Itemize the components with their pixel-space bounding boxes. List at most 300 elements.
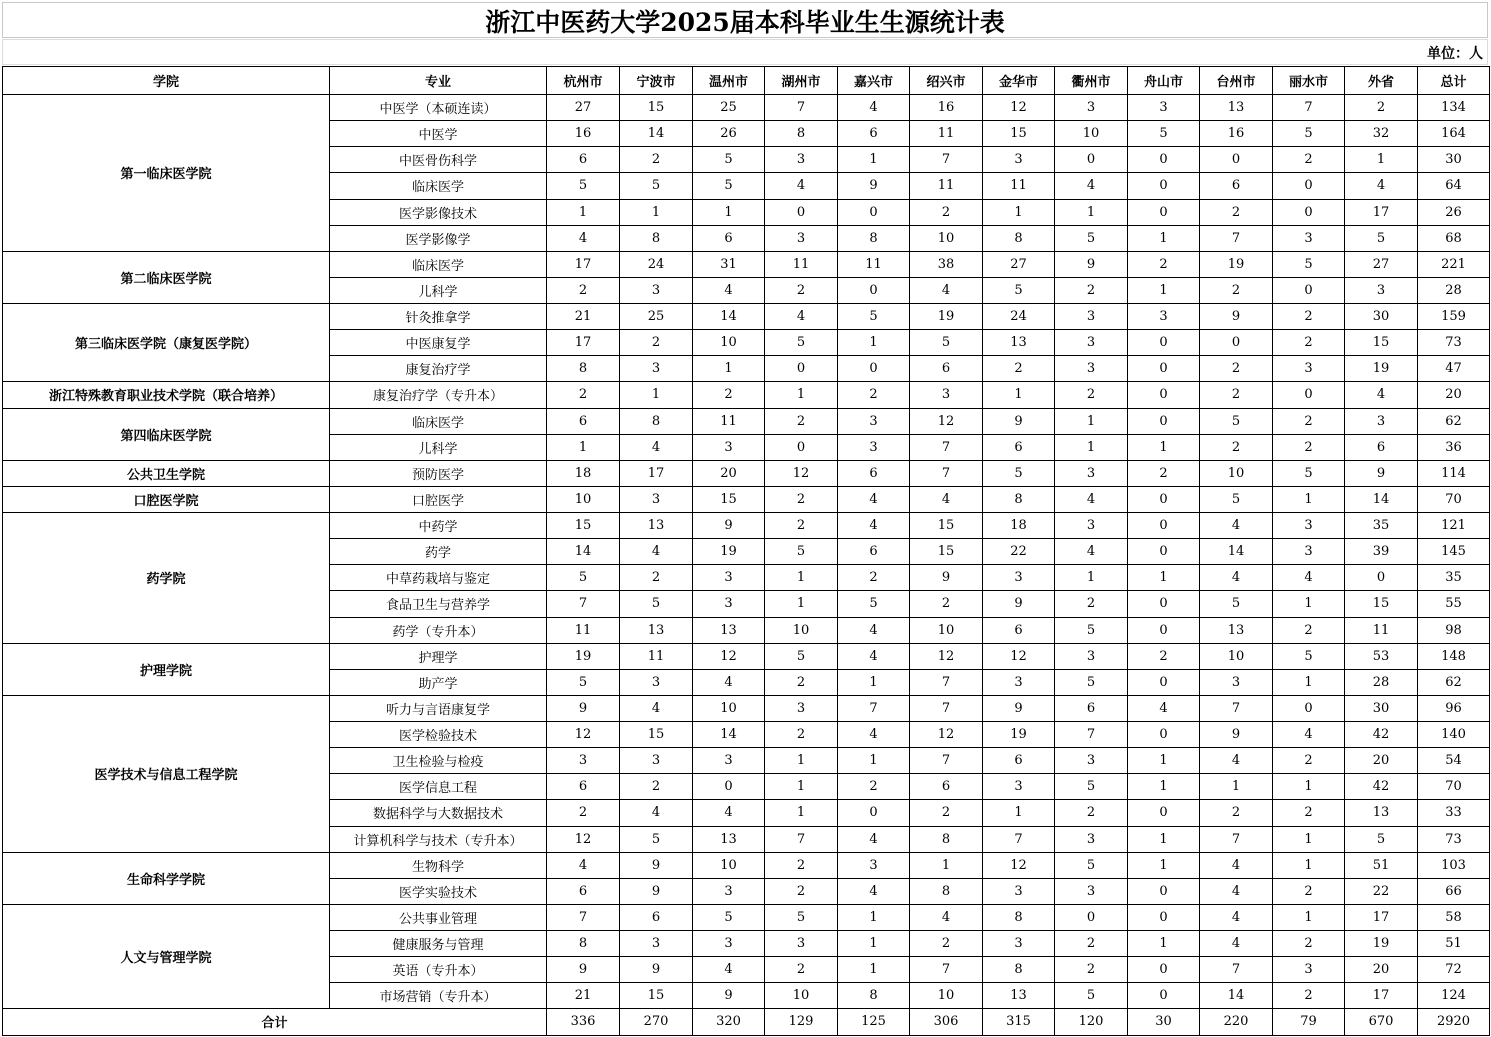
value-cell: 2 — [620, 147, 693, 173]
value-cell: 4 — [1055, 173, 1128, 199]
college-cell: 口腔医学院 — [3, 486, 330, 512]
value-cell: 7 — [910, 669, 983, 695]
value-cell: 4 — [765, 304, 838, 330]
value-cell: 15 — [620, 95, 693, 121]
value-cell: 19 — [983, 722, 1055, 748]
value-cell: 70 — [1418, 486, 1490, 512]
value-cell: 51 — [1345, 852, 1418, 878]
value-cell: 10 — [765, 617, 838, 643]
major-cell: 临床医学 — [330, 408, 547, 434]
total-value-cell: 320 — [693, 1009, 765, 1035]
value-cell: 5 — [1055, 774, 1128, 800]
value-cell: 134 — [1418, 95, 1490, 121]
value-cell: 70 — [1418, 774, 1490, 800]
value-cell: 4 — [1200, 565, 1273, 591]
value-cell: 4 — [547, 225, 620, 251]
value-cell: 7 — [910, 957, 983, 983]
value-cell: 1 — [1128, 826, 1200, 852]
major-cell: 临床医学 — [330, 251, 547, 277]
value-cell: 24 — [620, 251, 693, 277]
column-header: 总计 — [1418, 67, 1490, 95]
value-cell: 7 — [838, 695, 910, 721]
column-header: 台州市 — [1200, 67, 1273, 95]
value-cell: 0 — [838, 277, 910, 303]
value-cell: 38 — [910, 251, 983, 277]
value-cell: 8 — [983, 904, 1055, 930]
value-cell: 9 — [983, 695, 1055, 721]
value-cell: 4 — [838, 513, 910, 539]
value-cell: 12 — [983, 852, 1055, 878]
value-cell: 6 — [620, 904, 693, 930]
value-cell: 2 — [765, 408, 838, 434]
value-cell: 73 — [1418, 826, 1490, 852]
value-cell: 20 — [1345, 748, 1418, 774]
major-cell: 药学（专升本） — [330, 617, 547, 643]
value-cell: 5 — [693, 904, 765, 930]
value-cell: 0 — [1128, 617, 1200, 643]
value-cell: 4 — [693, 957, 765, 983]
value-cell: 25 — [693, 95, 765, 121]
value-cell: 1 — [765, 800, 838, 826]
value-cell: 39 — [1345, 539, 1418, 565]
value-cell: 4 — [1273, 722, 1345, 748]
value-cell: 9 — [547, 957, 620, 983]
value-cell: 9 — [693, 983, 765, 1009]
value-cell: 3 — [620, 669, 693, 695]
major-cell: 针灸推拿学 — [330, 304, 547, 330]
value-cell: 12 — [910, 643, 983, 669]
value-cell: 0 — [1128, 904, 1200, 930]
value-cell: 2 — [1055, 931, 1128, 957]
value-cell: 2 — [620, 330, 693, 356]
value-cell: 8 — [765, 121, 838, 147]
value-cell: 1 — [1273, 904, 1345, 930]
value-cell: 5 — [547, 669, 620, 695]
value-cell: 3 — [547, 748, 620, 774]
value-cell: 15 — [910, 513, 983, 539]
value-cell: 7 — [547, 591, 620, 617]
value-cell: 7 — [910, 695, 983, 721]
value-cell: 5 — [547, 173, 620, 199]
value-cell: 35 — [1418, 565, 1490, 591]
value-cell: 27 — [1345, 251, 1418, 277]
value-cell: 27 — [547, 95, 620, 121]
value-cell: 1 — [910, 852, 983, 878]
value-cell: 0 — [693, 774, 765, 800]
value-cell: 8 — [838, 983, 910, 1009]
value-cell: 3 — [838, 408, 910, 434]
value-cell: 0 — [1128, 722, 1200, 748]
value-cell: 5 — [620, 591, 693, 617]
value-cell: 6 — [1055, 695, 1128, 721]
major-cell: 医学实验技术 — [330, 878, 547, 904]
value-cell: 0 — [1273, 173, 1345, 199]
value-cell: 5 — [910, 330, 983, 356]
value-cell: 4 — [1055, 539, 1128, 565]
value-cell: 1 — [1128, 748, 1200, 774]
value-cell: 1 — [1273, 669, 1345, 695]
value-cell: 3 — [620, 486, 693, 512]
value-cell: 5 — [838, 304, 910, 330]
value-cell: 6 — [910, 774, 983, 800]
value-cell: 12 — [983, 643, 1055, 669]
value-cell: 13 — [1345, 800, 1418, 826]
value-cell: 2 — [1128, 643, 1200, 669]
value-cell: 3 — [1345, 277, 1418, 303]
value-cell: 8 — [547, 931, 620, 957]
value-cell: 8 — [838, 225, 910, 251]
major-cell: 康复治疗学 — [330, 356, 547, 382]
value-cell: 1 — [1128, 225, 1200, 251]
value-cell: 2 — [1273, 304, 1345, 330]
value-cell: 6 — [1200, 173, 1273, 199]
major-cell: 助产学 — [330, 669, 547, 695]
value-cell: 55 — [1418, 591, 1490, 617]
major-cell: 生物科学 — [330, 852, 547, 878]
college-cell: 第二临床医学院 — [3, 251, 330, 303]
value-cell: 2 — [765, 722, 838, 748]
column-header: 嘉兴市 — [838, 67, 910, 95]
value-cell: 19 — [1345, 931, 1418, 957]
value-cell: 12 — [547, 826, 620, 852]
value-cell: 2 — [1345, 95, 1418, 121]
total-value-cell: 2920 — [1418, 1009, 1490, 1035]
value-cell: 2 — [547, 382, 620, 408]
value-cell: 1 — [838, 931, 910, 957]
value-cell: 1 — [838, 147, 910, 173]
value-cell: 3 — [620, 748, 693, 774]
major-cell: 康复治疗学（专升本） — [330, 382, 547, 408]
value-cell: 1 — [1128, 774, 1200, 800]
value-cell: 12 — [910, 722, 983, 748]
value-cell: 7 — [1200, 957, 1273, 983]
value-cell: 12 — [547, 722, 620, 748]
value-cell: 121 — [1418, 513, 1490, 539]
value-cell: 4 — [838, 826, 910, 852]
value-cell: 64 — [1418, 173, 1490, 199]
value-cell: 9 — [910, 565, 983, 591]
value-cell: 0 — [1128, 591, 1200, 617]
total-value-cell: 220 — [1200, 1009, 1273, 1035]
value-cell: 140 — [1418, 722, 1490, 748]
total-value-cell: 125 — [838, 1009, 910, 1035]
value-cell: 5 — [1200, 591, 1273, 617]
value-cell: 3 — [983, 931, 1055, 957]
value-cell: 1 — [1273, 826, 1345, 852]
value-cell: 10 — [547, 486, 620, 512]
value-cell: 2 — [693, 382, 765, 408]
college-cell: 第一临床医学院 — [3, 95, 330, 252]
value-cell: 15 — [1345, 330, 1418, 356]
value-cell: 20 — [1418, 382, 1490, 408]
major-cell: 医学检验技术 — [330, 722, 547, 748]
value-cell: 6 — [838, 121, 910, 147]
value-cell: 5 — [765, 330, 838, 356]
value-cell: 8 — [983, 957, 1055, 983]
value-cell: 5 — [1273, 643, 1345, 669]
value-cell: 4 — [620, 434, 693, 460]
value-cell: 3 — [765, 225, 838, 251]
value-cell: 14 — [693, 722, 765, 748]
value-cell: 4 — [1055, 486, 1128, 512]
value-cell: 3 — [910, 382, 983, 408]
value-cell: 5 — [693, 173, 765, 199]
value-cell: 3 — [1055, 878, 1128, 904]
total-value-cell: 306 — [910, 1009, 983, 1035]
value-cell: 3 — [983, 669, 1055, 695]
value-cell: 16 — [910, 95, 983, 121]
value-cell: 1 — [983, 199, 1055, 225]
major-cell: 临床医学 — [330, 173, 547, 199]
major-cell: 计算机科学与技术（专升本） — [330, 826, 547, 852]
value-cell: 1 — [838, 904, 910, 930]
college-cell: 第三临床医学院（康复医学院） — [3, 304, 330, 382]
value-cell: 9 — [1200, 304, 1273, 330]
value-cell: 1 — [765, 774, 838, 800]
value-cell: 114 — [1418, 460, 1490, 486]
college-cell: 公共卫生学院 — [3, 460, 330, 486]
value-cell: 148 — [1418, 643, 1490, 669]
value-cell: 0 — [1128, 356, 1200, 382]
major-cell: 预防医学 — [330, 460, 547, 486]
value-cell: 15 — [693, 486, 765, 512]
value-cell: 6 — [547, 774, 620, 800]
value-cell: 103 — [1418, 852, 1490, 878]
total-value-cell: 315 — [983, 1009, 1055, 1035]
value-cell: 1 — [1055, 565, 1128, 591]
value-cell: 18 — [983, 513, 1055, 539]
unit-label: 单位：人 — [2, 39, 1488, 65]
value-cell: 26 — [693, 121, 765, 147]
value-cell: 7 — [1200, 225, 1273, 251]
table-row — [3, 852, 1490, 878]
value-cell: 14 — [547, 539, 620, 565]
value-cell: 6 — [838, 539, 910, 565]
value-cell: 10 — [910, 983, 983, 1009]
total-value-cell: 79 — [1273, 1009, 1345, 1035]
value-cell: 62 — [1418, 669, 1490, 695]
value-cell: 1 — [1128, 277, 1200, 303]
value-cell: 4 — [765, 173, 838, 199]
value-cell: 1 — [1055, 199, 1128, 225]
major-cell: 中药学 — [330, 513, 547, 539]
major-cell: 中草药栽培与鉴定 — [330, 565, 547, 591]
value-cell: 27 — [983, 251, 1055, 277]
value-cell: 5 — [765, 643, 838, 669]
major-cell: 中医学（本硕连读） — [330, 95, 547, 121]
value-cell: 18 — [547, 460, 620, 486]
value-cell: 6 — [547, 147, 620, 173]
value-cell: 3 — [1273, 513, 1345, 539]
value-cell: 2 — [910, 591, 983, 617]
value-cell: 5 — [620, 173, 693, 199]
value-cell: 3 — [620, 356, 693, 382]
value-cell: 1 — [765, 565, 838, 591]
value-cell: 10 — [910, 225, 983, 251]
value-cell: 4 — [838, 643, 910, 669]
value-cell: 2 — [547, 277, 620, 303]
value-cell: 5 — [1055, 617, 1128, 643]
value-cell: 3 — [1055, 826, 1128, 852]
value-cell: 1 — [620, 199, 693, 225]
value-cell: 2 — [1200, 800, 1273, 826]
value-cell: 0 — [838, 199, 910, 225]
value-cell: 9 — [547, 695, 620, 721]
value-cell: 5 — [838, 591, 910, 617]
value-cell: 7 — [910, 748, 983, 774]
college-cell: 医学技术与信息工程学院 — [3, 695, 330, 852]
value-cell: 26 — [1418, 199, 1490, 225]
value-cell: 3 — [838, 434, 910, 460]
table-row — [3, 304, 1490, 330]
value-cell: 2 — [1055, 277, 1128, 303]
value-cell: 3 — [1055, 643, 1128, 669]
value-cell: 9 — [620, 878, 693, 904]
value-cell: 7 — [1200, 826, 1273, 852]
total-row — [3, 1009, 1490, 1035]
value-cell: 4 — [838, 617, 910, 643]
value-cell: 0 — [1128, 147, 1200, 173]
value-cell: 58 — [1418, 904, 1490, 930]
value-cell: 3 — [1273, 957, 1345, 983]
value-cell: 7 — [1200, 695, 1273, 721]
column-header: 宁波市 — [620, 67, 693, 95]
value-cell: 4 — [547, 852, 620, 878]
value-cell: 3 — [1128, 304, 1200, 330]
value-cell: 0 — [1273, 277, 1345, 303]
value-cell: 4 — [910, 486, 983, 512]
value-cell: 6 — [983, 748, 1055, 774]
value-cell: 28 — [1345, 669, 1418, 695]
value-cell: 14 — [1200, 983, 1273, 1009]
value-cell: 0 — [1273, 199, 1345, 225]
value-cell: 17 — [547, 251, 620, 277]
value-cell: 0 — [1055, 904, 1128, 930]
value-cell: 1 — [838, 748, 910, 774]
value-cell: 9 — [620, 957, 693, 983]
value-cell: 0 — [1128, 800, 1200, 826]
value-cell: 3 — [693, 434, 765, 460]
value-cell: 145 — [1418, 539, 1490, 565]
value-cell: 2 — [838, 382, 910, 408]
value-cell: 2 — [983, 356, 1055, 382]
value-cell: 7 — [765, 95, 838, 121]
value-cell: 0 — [838, 800, 910, 826]
value-cell: 2 — [620, 774, 693, 800]
value-cell: 0 — [1273, 695, 1345, 721]
value-cell: 0 — [1128, 173, 1200, 199]
total-value-cell: 129 — [765, 1009, 838, 1035]
value-cell: 96 — [1418, 695, 1490, 721]
value-cell: 2 — [1273, 878, 1345, 904]
major-cell: 数据科学与大数据技术 — [330, 800, 547, 826]
value-cell: 4 — [620, 539, 693, 565]
value-cell: 9 — [1055, 251, 1128, 277]
value-cell: 12 — [693, 643, 765, 669]
value-cell: 10 — [910, 617, 983, 643]
value-cell: 1 — [1200, 774, 1273, 800]
value-cell: 2 — [1273, 748, 1345, 774]
value-cell: 7 — [910, 460, 983, 486]
value-cell: 30 — [1345, 695, 1418, 721]
value-cell: 2 — [1200, 382, 1273, 408]
value-cell: 12 — [983, 95, 1055, 121]
sheet-title: 浙江中医药大学2025届本科毕业生生源统计表 — [2, 2, 1488, 38]
value-cell: 1 — [547, 434, 620, 460]
major-cell: 市场营销（专升本） — [330, 983, 547, 1009]
value-cell: 2 — [1273, 617, 1345, 643]
value-cell: 164 — [1418, 121, 1490, 147]
value-cell: 1 — [983, 800, 1055, 826]
value-cell: 25 — [620, 304, 693, 330]
value-cell: 19 — [910, 304, 983, 330]
value-cell: 2 — [1055, 957, 1128, 983]
value-cell: 0 — [1128, 669, 1200, 695]
value-cell: 2 — [1055, 591, 1128, 617]
value-cell: 13 — [1200, 617, 1273, 643]
column-header: 舟山市 — [1128, 67, 1200, 95]
value-cell: 13 — [1200, 95, 1273, 121]
value-cell: 2 — [765, 957, 838, 983]
value-cell: 3 — [620, 277, 693, 303]
value-cell: 5 — [1128, 121, 1200, 147]
value-cell: 7 — [1273, 95, 1345, 121]
value-cell: 5 — [765, 904, 838, 930]
value-cell: 4 — [1200, 878, 1273, 904]
value-cell: 3 — [1055, 304, 1128, 330]
value-cell: 4 — [1200, 931, 1273, 957]
value-cell: 3 — [1055, 460, 1128, 486]
value-cell: 4 — [838, 486, 910, 512]
value-cell: 2 — [838, 774, 910, 800]
value-cell: 1 — [1128, 565, 1200, 591]
value-cell: 7 — [1055, 722, 1128, 748]
value-cell: 5 — [1055, 983, 1128, 1009]
value-cell: 0 — [1128, 486, 1200, 512]
value-cell: 15 — [1345, 591, 1418, 617]
value-cell: 73 — [1418, 330, 1490, 356]
value-cell: 0 — [765, 434, 838, 460]
major-cell: 食品卫生与营养学 — [330, 591, 547, 617]
major-cell: 英语（专升本） — [330, 957, 547, 983]
value-cell: 8 — [547, 356, 620, 382]
value-cell: 5 — [1273, 251, 1345, 277]
value-cell: 8 — [620, 225, 693, 251]
value-cell: 0 — [1200, 147, 1273, 173]
value-cell: 14 — [693, 304, 765, 330]
college-cell: 护理学院 — [3, 643, 330, 695]
value-cell: 15 — [620, 722, 693, 748]
table-row — [3, 513, 1490, 539]
table-row — [3, 643, 1490, 669]
value-cell: 2 — [765, 277, 838, 303]
value-cell: 5 — [1200, 408, 1273, 434]
value-cell: 8 — [910, 878, 983, 904]
value-cell: 66 — [1418, 878, 1490, 904]
value-cell: 2 — [1200, 199, 1273, 225]
value-cell: 17 — [1345, 199, 1418, 225]
college-cell: 生命科学学院 — [3, 852, 330, 904]
column-header: 温州市 — [693, 67, 765, 95]
total-value-cell: 270 — [620, 1009, 693, 1035]
value-cell: 10 — [693, 852, 765, 878]
major-cell: 健康服务与管理 — [330, 931, 547, 957]
value-cell: 2 — [765, 486, 838, 512]
value-cell: 33 — [1418, 800, 1490, 826]
value-cell: 4 — [838, 878, 910, 904]
value-cell: 13 — [620, 617, 693, 643]
column-header: 杭州市 — [547, 67, 620, 95]
